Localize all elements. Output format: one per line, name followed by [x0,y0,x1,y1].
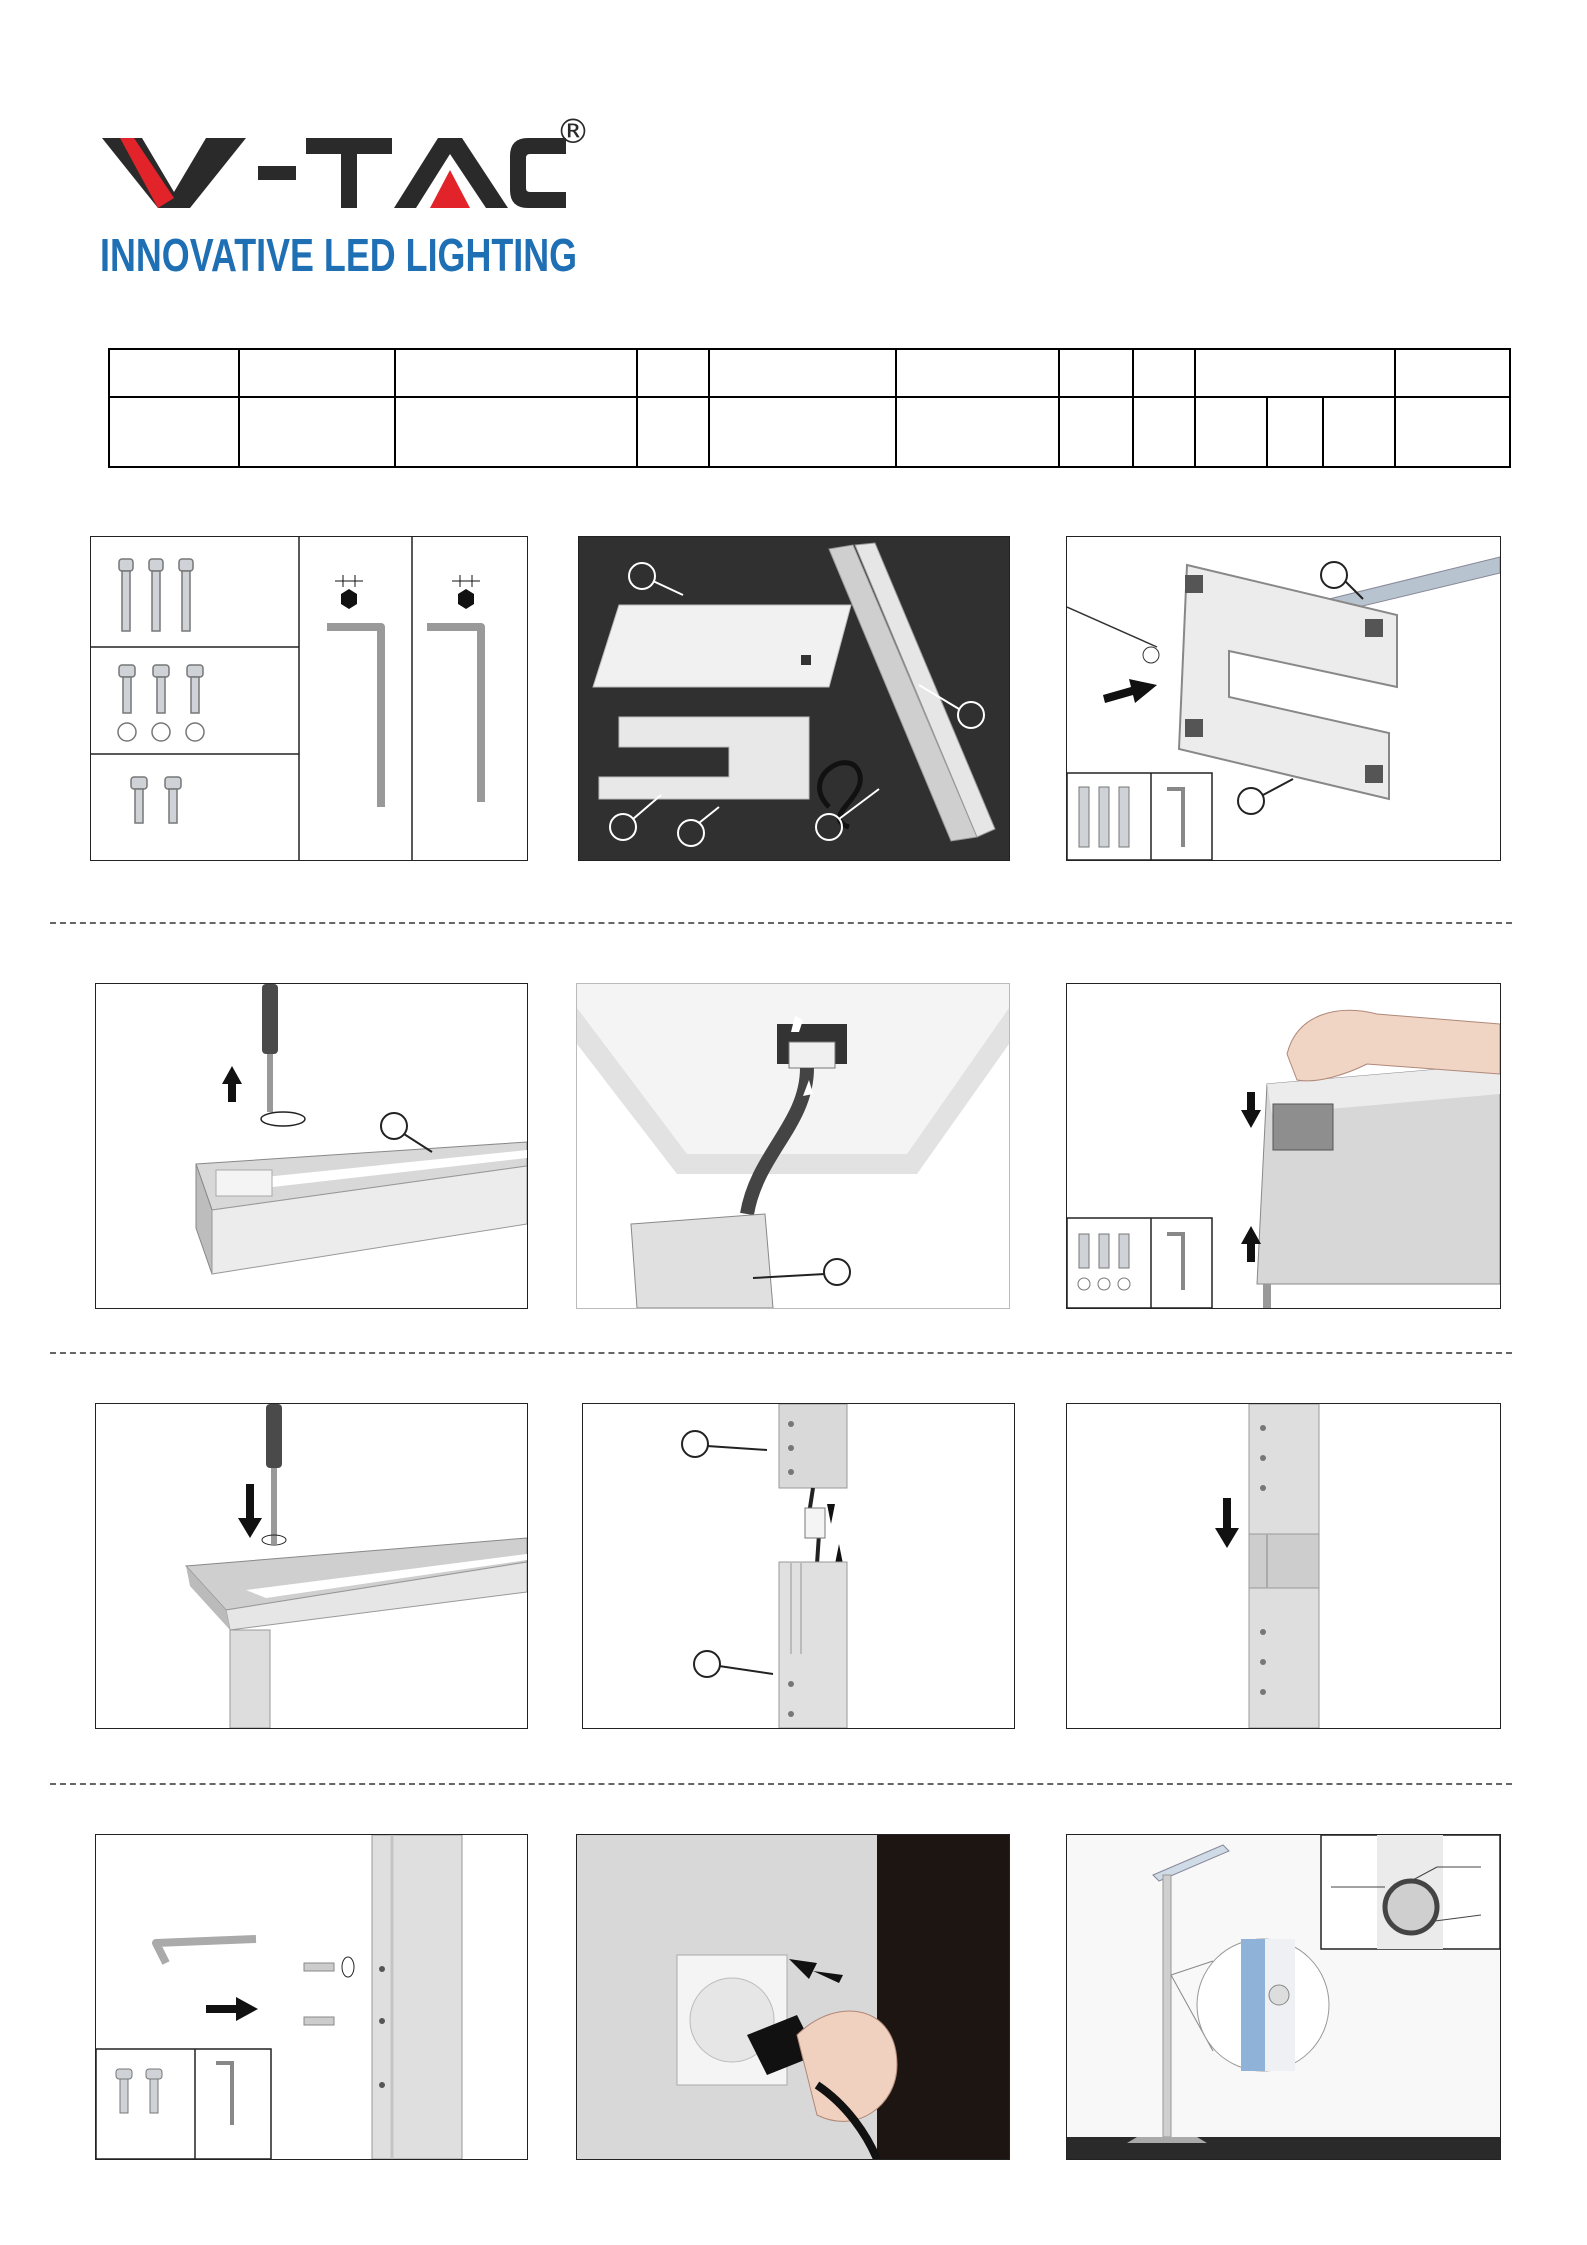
row-divider [50,1783,1512,1785]
connector-icon [789,1042,835,1068]
hex-key-icon [327,575,481,807]
arrow-icon [238,1484,262,1538]
screw-washer-icon [118,665,204,741]
step-connect-wire-panel [576,983,1010,1309]
row-divider [50,1352,1512,1354]
short-screw-icon [131,777,181,823]
spec-table-header-row [109,349,1510,397]
long-screw-icon [1079,787,1129,847]
step-accessories-panel [90,536,528,861]
pole-part [372,1835,462,2159]
arrow-icon [1241,1092,1261,1128]
arrow-icon [206,1997,258,2021]
lamp-head-part [593,605,851,687]
arrow-icon [222,1066,242,1102]
row-divider [50,922,1512,924]
spec-table-value-row [109,397,1510,467]
long-screw-icon [119,559,193,631]
step-join-pole-panel [582,1403,1015,1729]
registered-mark: ® [556,112,590,152]
step-plug-in-panel [576,1834,1010,2160]
dimmer-icon[interactable] [1269,1985,1289,2005]
arrow-icon [1103,679,1157,703]
step-switch-on-panel [1066,1834,1501,2160]
step-open-cover-panel [95,983,528,1309]
tagline: INNOVATIVE LED LIGHTING [100,229,578,281]
screwdriver-icon [262,984,278,1112]
step-package-contents-panel [578,536,1010,861]
hex-key-icon [156,1939,256,1963]
step-fix-head-panel [1066,983,1501,1309]
hand-icon [1287,1010,1500,1081]
step-slide-pole-panel [1066,1403,1501,1729]
step-attach-base-panel [1066,536,1501,861]
pole-part [631,1214,773,1308]
arrow-icon [1215,1498,1239,1548]
screwdriver-icon [266,1404,282,1544]
step-tighten-pole-panel [95,1834,528,2160]
spec-table [108,348,1511,468]
logo-text [98,118,101,119]
connector-icon [805,1508,825,1538]
step-close-cover-panel [95,1403,528,1729]
